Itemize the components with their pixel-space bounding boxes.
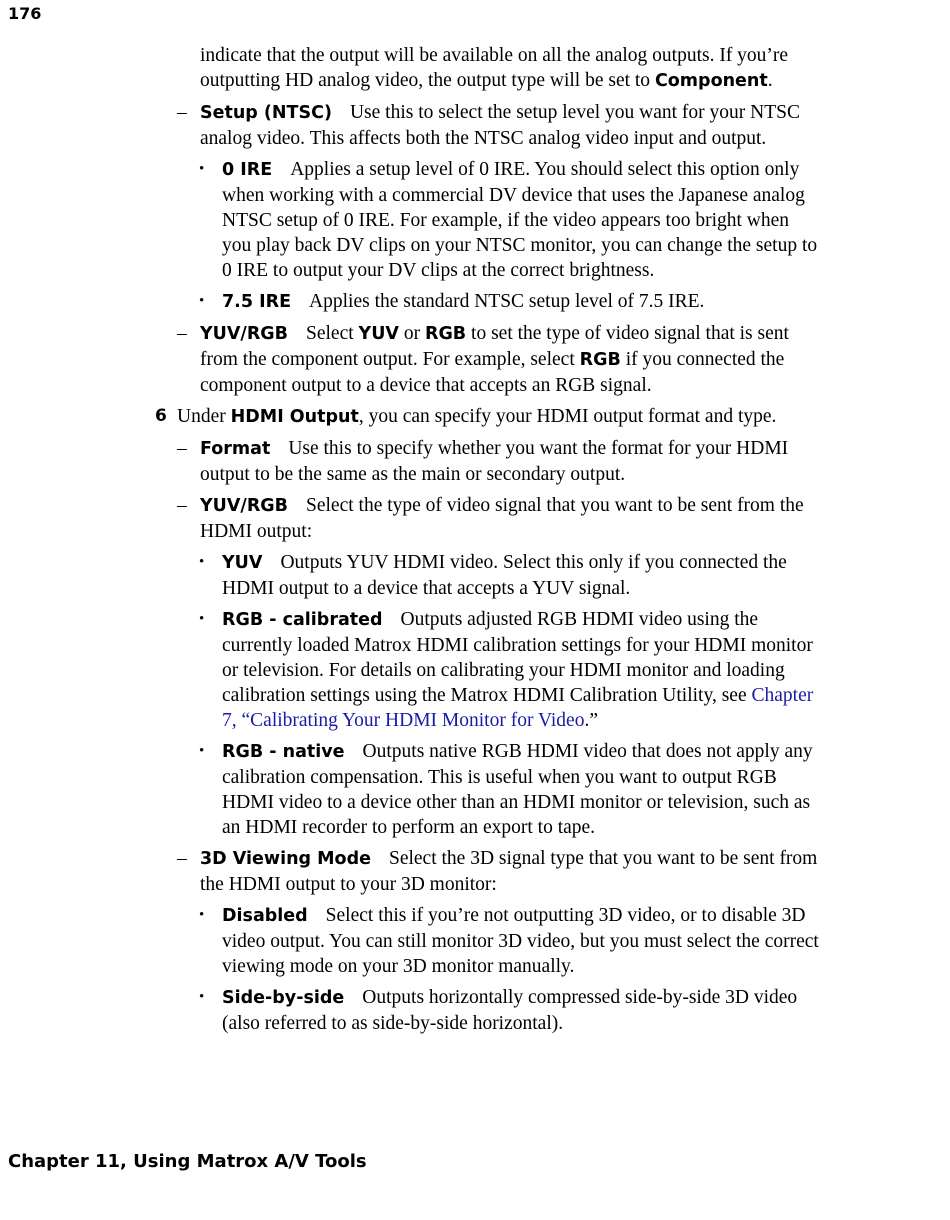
continued-paragraph [0,43,950,94]
item-description: Select the 3D signal type that you want to be sent from the HDMI output to your 3D monitor: [200,848,818,895]
bullet-item-disabled [0,903,950,979]
paragraph-text-part: indicate that the output will be available on all the analog outputs. If you’re outputting HD analog video, the output type will be set to [200,45,789,91]
item-description: .” [584,710,598,731]
dash-item-3d-viewing-mode [0,846,950,897]
dash-item-format [0,436,950,487]
term-rgb: RGB [424,324,467,344]
bullet-item-rgb-calibrated [0,607,950,733]
chapter-footer: Chapter 11, Using Matrox A/V Tools [8,1151,367,1172]
dash-marker: – [177,323,187,344]
dash-marker: – [177,438,187,459]
bullet-marker: • [199,554,205,570]
bullet-marker: • [199,161,205,177]
bullet-marker: • [199,907,205,923]
bullet-marker: • [199,989,205,1005]
term-0-ire: 0 IRE [222,160,273,180]
item-description: Applies a setup level of 0 IRE. You should select this option only when working with a commercial DV device that uses the Japanese analog NTSC setup of 0 IRE. For example, if the video appears too bright when you play back DV clips on your NTSC monitor, you can change the setup to 0 IRE to output your DV clips at the correct brightness. [222,159,818,281]
bullet-item-7-5-ire [0,289,950,315]
item-description: Select this if you’re not outputting 3D video, or to disable 3D video output. You can still monitor 3D video, but you must select the correct viewing mode on your 3D monitor manually. [222,905,819,977]
numbered-step-6 [0,404,950,430]
item-description: Outputs horizontally compressed side-by-side 3D video (also referred to as side-by-side horizontal). [222,987,798,1034]
bullet-marker: • [199,743,205,759]
term-format: Format [200,439,271,459]
step-text: Under [177,406,231,427]
dash-item-yuv-rgb-hdmi [0,493,950,544]
dash-marker: – [177,848,187,869]
term-yuv: YUV [222,553,263,573]
bullet-item-side-by-side [0,985,950,1036]
dash-item-yuv-rgb-component [0,321,950,398]
bullet-item-0-ire [0,157,950,283]
term-yuv: YUV [358,324,399,344]
item-description: Use this to specify whether you want the format for your HDMI output to be the same as the main or secondary output. [200,438,789,485]
term-side-by-side: Side-by-side [222,988,345,1008]
paragraph-text-part: . [767,70,773,91]
term-7-5-ire: 7.5 IRE [222,292,292,312]
bullet-marker: • [199,611,205,627]
item-description: or [398,323,425,344]
step-number: 6 [155,406,167,426]
paragraph-text [200,43,830,94]
bullet-item-yuv [0,550,950,601]
item-description: if you connected the component output to a device that accepts an RGB signal. [200,349,785,396]
item-description: Outputs native RGB HDMI video that does not apply any calibration compensation. This is useful when you want to output RGB HDMI video to a device other than an HDMI monitor or television, such as an HDMI recorder to perform an export to tape. [222,741,813,838]
term-rgb-calibrated: RGB - calibrated [222,610,383,630]
dash-marker: – [177,495,187,516]
term-yuv-rgb: YUV/RGB [200,324,288,344]
term-setup-ntsc: Setup (NTSC) [200,103,332,123]
term-disabled: Disabled [222,906,308,926]
dash-marker: – [177,102,187,123]
item-description: Use this to select the setup level you want for your NTSC analog video. This affects both the NTSC analog video input and output. [200,102,800,149]
term-rgb-native: RGB - native [222,742,345,762]
item-description: Outputs YUV HDMI video. Select this only if you connected the HDMI output to a device that accepts a YUV signal. [222,552,787,599]
item-description: to set the type of video signal that is sent from the component output. For example, select [200,323,789,370]
term-component: Component [654,71,768,91]
document-body [0,43,950,1042]
term-3d-viewing-mode: 3D Viewing Mode [200,849,371,869]
bullet-item-rgb-native [0,739,950,840]
term-yuv-rgb: YUV/RGB [200,496,288,516]
dash-item-setup [0,100,950,151]
term-hdmi-output: HDMI Output [230,407,359,427]
item-description: Outputs adjusted RGB HDMI video using the currently loaded Matrox HDMI calibration settings for your HDMI monitor or television. For details on calibrating your HDMI monitor and loading calibration settings using the Matrox HDMI Calibration Utility, see [222,609,813,706]
item-description: Applies the standard NTSC setup level of 7.5 IRE. [309,291,705,312]
item-description: Select the type of video signal that you want to be sent from the HDMI output: [200,495,804,542]
bullet-marker: • [199,293,205,309]
chapter-7-link[interactable]: Chapter 7, “Calibrating Your HDMI Monitor for Video [222,685,814,731]
page-number: 176 [8,4,42,23]
item-description: Select [306,323,359,344]
step-text: , you can specify your HDMI output format and type. [358,406,777,427]
term-rgb: RGB [579,350,621,370]
